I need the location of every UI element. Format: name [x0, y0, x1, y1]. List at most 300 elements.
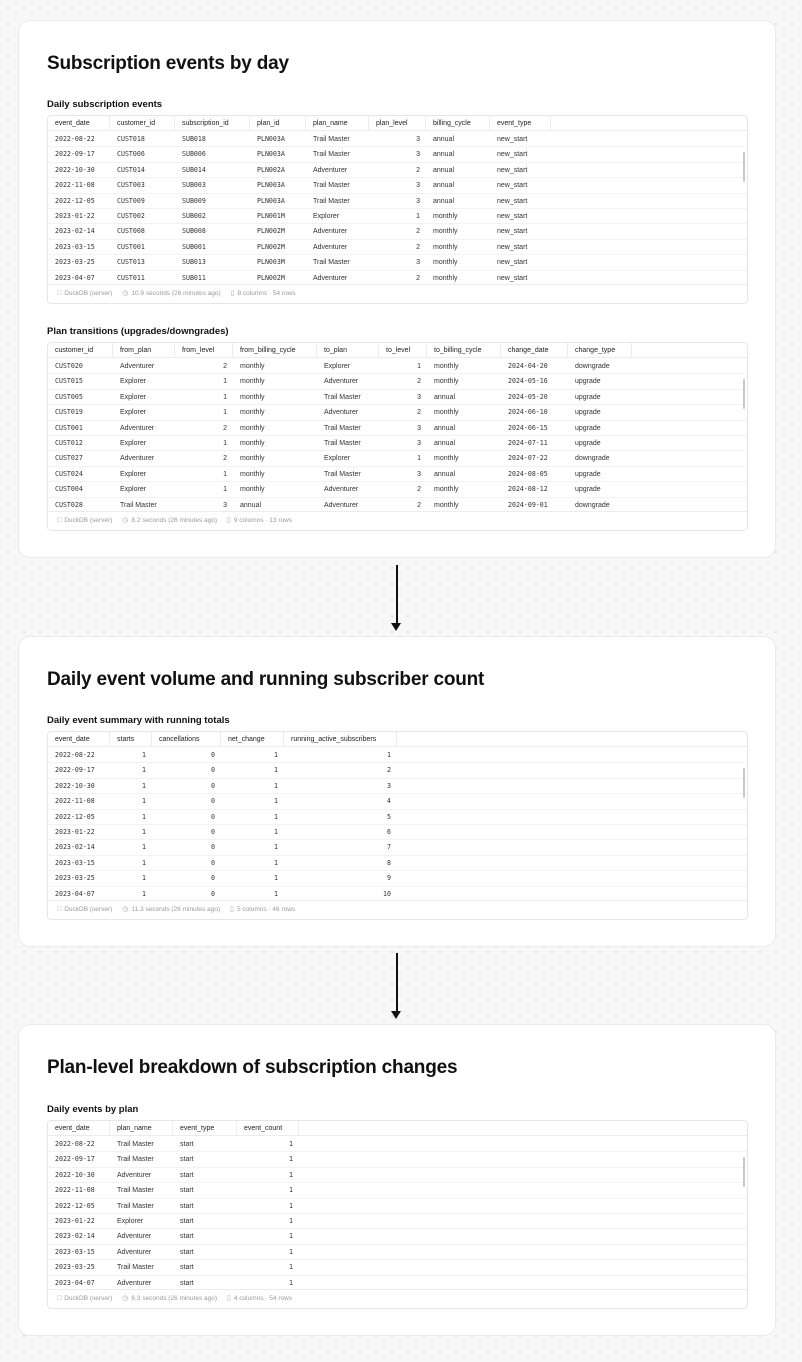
table-cell: Trail Master [117, 1264, 154, 1272]
table-cell: 5 [387, 812, 391, 821]
column-header[interactable]: customer_id [48, 343, 113, 358]
table-cell: 1 [142, 889, 146, 898]
data-table-plan-transitions[interactable] [47, 342, 748, 531]
table-cell: CUST006 [117, 150, 145, 159]
table-cell: Adventurer [324, 501, 359, 509]
table-cell: 1 [289, 1216, 293, 1225]
table-row[interactable] [48, 1199, 747, 1214]
table-cell: CUST001 [55, 423, 83, 432]
footer-shape-text: 9 columns · 13 rows [233, 517, 293, 524]
table-cell: monthly [240, 424, 265, 432]
table-cell: CUST001 [117, 242, 145, 251]
table-cell: monthly [433, 259, 458, 267]
table-cell: 2023-02-14 [55, 843, 95, 852]
table-cell: 2024-06-15 [508, 423, 548, 432]
table-cell: 1 [223, 378, 227, 386]
table-cell: 2022-08-22 [55, 135, 95, 143]
table-cell: 1 [289, 1186, 293, 1195]
column-header[interactable]: event_count [237, 1121, 299, 1136]
footer-shape [230, 901, 295, 919]
table-row[interactable] [48, 421, 747, 436]
table-row[interactable] [48, 224, 747, 239]
column-header[interactable]: to_level [379, 343, 427, 358]
table-cell: SUB018 [182, 135, 206, 143]
column-header[interactable]: event_type [173, 1121, 237, 1136]
column-header[interactable]: running_active_subscribers [284, 732, 397, 747]
table-cell: 1 [274, 858, 278, 867]
table-cell: Explorer [324, 363, 351, 370]
table-cell: 1 [223, 470, 227, 478]
footer-timing [122, 512, 217, 530]
column-header[interactable]: net_change [221, 732, 284, 747]
table-row[interactable] [48, 359, 747, 374]
table-row[interactable] [48, 825, 747, 840]
table-body [48, 132, 747, 286]
table-cell: 0 [211, 766, 215, 775]
table-row[interactable] [48, 748, 747, 763]
footer-source [57, 285, 112, 303]
table-cell: annual [434, 470, 456, 478]
table-cell: Explorer [120, 486, 147, 494]
table-cell: Adventurer [117, 1279, 152, 1287]
table-cell: 2023-01-22 [55, 827, 95, 836]
table-cell: monthly [240, 363, 265, 370]
column-header[interactable]: event_type [490, 116, 551, 131]
table-cell: 1 [417, 455, 421, 463]
table-cell: Explorer [313, 212, 340, 220]
table-cell: 0 [211, 889, 215, 898]
table-header-row [48, 1121, 747, 1136]
table-cell: monthly [240, 378, 265, 386]
table-cell: 0 [211, 781, 215, 790]
table-cell: 1 [223, 439, 227, 447]
table-cell: monthly [240, 486, 265, 494]
table-cell: upgrade [575, 378, 601, 386]
table-cell: Adventurer [324, 378, 359, 386]
table-cell: 2023-03-25 [55, 874, 95, 883]
table-cell: 1 [289, 1263, 293, 1272]
table-cell: PLN003A [257, 135, 285, 143]
footer-timing-text: 10.9 seconds (26 minutes ago) [131, 290, 221, 297]
table-row[interactable] [48, 1137, 747, 1152]
table-cell: new_start [497, 274, 528, 282]
table-cell: 1 [289, 1247, 293, 1256]
vertical-scrollbar[interactable] [743, 768, 745, 798]
column-header[interactable]: customer_id [110, 116, 175, 131]
table-cell: monthly [433, 243, 458, 251]
table-footer [48, 511, 747, 530]
table-cell: Explorer [120, 439, 147, 447]
table-row[interactable] [48, 436, 747, 451]
table-footer [48, 1289, 747, 1308]
table-cell: 1 [142, 797, 146, 806]
table-cell: SUB014 [182, 165, 206, 174]
table-cell: 2022-09-17 [55, 766, 95, 775]
table-cell: new_start [497, 166, 528, 174]
table-cell: downgrade [575, 363, 610, 370]
table-cell: Explorer [324, 455, 351, 463]
table-cell: 2 [223, 455, 227, 463]
table-row[interactable] [48, 1168, 747, 1183]
table-row[interactable] [48, 1229, 747, 1244]
column-header[interactable]: from_plan [113, 343, 175, 358]
table-row[interactable] [48, 763, 747, 778]
table-cell: 3 [416, 136, 420, 143]
footer-source-text: DuckDB (server) [64, 517, 113, 524]
table-cell: SUB013 [182, 258, 206, 267]
table-cell: upgrade [575, 393, 601, 401]
table-cell: 1 [274, 889, 278, 898]
table-cell: 1 [274, 874, 278, 883]
table-cell: 2 [417, 378, 421, 386]
table-cell: 1 [142, 751, 146, 759]
column-header[interactable]: change_type [568, 343, 632, 358]
table-cell: downgrade [575, 501, 610, 509]
table-cell: 2 [416, 166, 420, 174]
table-cell: Adventurer [313, 166, 348, 174]
footer-source-text: DuckDB (server) [64, 290, 113, 297]
table-cell: 1 [289, 1278, 293, 1287]
table-cell: 6 [387, 827, 391, 836]
footer-timing-text: 8.2 seconds (26 minutes ago) [131, 517, 218, 524]
database-icon: □ [57, 1295, 62, 1302]
column-header[interactable]: change_date [501, 343, 568, 358]
column-header[interactable]: from_level [175, 343, 233, 358]
database-icon: □ [57, 906, 62, 913]
table-footer [48, 900, 747, 919]
table-cell: 4 [387, 797, 391, 806]
column-header[interactable]: event_date [48, 732, 110, 747]
table-cell: Trail Master [324, 439, 361, 447]
table-cell: start [180, 1248, 194, 1256]
table-cell: 0 [211, 843, 215, 852]
table-cell: annual [434, 439, 456, 447]
table-cell: Trail Master [313, 182, 350, 190]
data-table-daily-event-summary[interactable] [47, 731, 748, 920]
footer-timing-text: 11.3 seconds (26 minutes ago) [131, 906, 221, 913]
table-cell: 3 [416, 197, 420, 205]
table-row[interactable] [48, 779, 747, 794]
table-row[interactable] [48, 856, 747, 871]
table-row[interactable] [48, 1245, 747, 1260]
table-cell: new_start [497, 197, 528, 205]
table-row[interactable] [48, 467, 747, 482]
table-cell: PLN002M [257, 242, 285, 251]
data-table-daily-events-by-plan[interactable] [47, 1120, 748, 1309]
table-cell: 2023-02-14 [55, 1232, 95, 1241]
table-cell: start [180, 1202, 194, 1210]
section-card-subscription-events [18, 20, 776, 558]
table-cell: Adventurer [313, 274, 348, 282]
table-cell: start [180, 1233, 194, 1241]
table-cell: SUB009 [182, 196, 206, 205]
table-cell: 2 [417, 409, 421, 417]
section-title: Plan-level breakdown of subscription changes [47, 1057, 458, 1078]
table-cell: 1 [142, 843, 146, 852]
column-header[interactable]: cancellations [152, 732, 221, 747]
table-row[interactable] [48, 405, 747, 420]
columns-icon: ▯ [230, 290, 235, 297]
table-cell: 1 [223, 393, 227, 401]
table-body [48, 748, 747, 902]
footer-shape-text: 4 columns · 54 rows [233, 1295, 293, 1302]
table-cell: PLN002M [257, 227, 285, 236]
table-cell: 2023-03-25 [55, 1263, 95, 1272]
table-cell: 10 [383, 889, 391, 898]
table-cell: monthly [240, 455, 265, 463]
footer-timing-text: 6.3 seconds (26 minutes ago) [131, 1295, 218, 1302]
table-cell: 1 [274, 812, 278, 821]
table-cell: 2022-08-22 [55, 751, 95, 759]
table-cell: new_start [497, 228, 528, 236]
data-table-daily-subscription-events[interactable] [47, 115, 748, 304]
footer-source [57, 512, 112, 530]
table-cell: Explorer [120, 393, 147, 401]
table-label: Plan transitions (upgrades/downgrades) [47, 326, 229, 337]
table-cell: 2023-03-15 [55, 1247, 95, 1256]
table-row[interactable] [48, 871, 747, 886]
table-cell: start [180, 1141, 194, 1148]
table-cell: Adventurer [117, 1171, 152, 1179]
table-cell: monthly [434, 409, 459, 417]
table-cell: 2022-11-08 [55, 1186, 95, 1195]
table-cell: 1 [142, 781, 146, 790]
table-cell: 0 [211, 858, 215, 867]
table-row[interactable] [48, 147, 747, 162]
table-cell: 3 [416, 151, 420, 159]
column-header[interactable]: to_plan [317, 343, 379, 358]
database-icon: □ [57, 290, 62, 297]
table-cell: 3 [387, 781, 391, 790]
table-cell: annual [240, 501, 262, 509]
table-cell: CUST027 [55, 454, 83, 463]
table-cell: Explorer [120, 409, 147, 417]
table-cell: monthly [240, 409, 265, 417]
clock-icon: ◷ [122, 906, 129, 913]
section-title: Subscription events by day [47, 53, 289, 74]
table-cell: downgrade [575, 455, 610, 463]
table-cell: 2022-12-05 [55, 812, 95, 821]
table-cell: CUST015 [55, 377, 83, 386]
footer-shape [227, 1290, 292, 1308]
footer-source-text: DuckDB (server) [64, 1295, 113, 1302]
table-cell: 2023-04-07 [55, 889, 95, 898]
table-row[interactable] [48, 209, 747, 224]
table-row[interactable] [48, 163, 747, 178]
table-cell: monthly [433, 274, 458, 282]
table-header-row [48, 343, 747, 358]
table-cell: monthly [433, 212, 458, 220]
table-cell: new_start [497, 212, 528, 220]
section-card-plan-level-breakdown [18, 1024, 776, 1336]
table-body [48, 359, 747, 513]
table-cell: 1 [289, 1140, 293, 1148]
table-cell: monthly [240, 393, 265, 401]
table-cell: PLN002A [257, 165, 285, 174]
table-cell: Trail Master [324, 424, 361, 432]
table-row[interactable] [48, 1260, 747, 1275]
table-cell: Explorer [120, 378, 147, 386]
table-cell: CUST024 [55, 469, 83, 478]
table-cell: CUST013 [117, 258, 145, 267]
table-cell: 2 [223, 424, 227, 432]
table-cell: 0 [211, 812, 215, 821]
table-cell: Trail Master [313, 151, 350, 159]
table-cell: Adventurer [313, 228, 348, 236]
table-label: Daily subscription events [47, 99, 163, 110]
column-header[interactable]: plan_name [110, 1121, 173, 1136]
flow-arrow-down-icon [390, 953, 404, 1020]
table-cell: 2 [416, 274, 420, 282]
table-row[interactable] [48, 451, 747, 466]
table-row[interactable] [48, 482, 747, 497]
table-row[interactable] [48, 240, 747, 255]
table-cell: 2022-10-30 [55, 165, 95, 174]
footer-timing [122, 901, 220, 919]
section-card-daily-event-volume [18, 636, 776, 947]
table-cell: annual [434, 393, 456, 401]
column-header[interactable]: subscription_id [175, 116, 250, 131]
table-cell: 1 [274, 751, 278, 759]
table-cell: 2 [416, 243, 420, 251]
table-cell: 2024-08-05 [508, 469, 548, 478]
table-row[interactable] [48, 1183, 747, 1198]
table-row[interactable] [48, 1214, 747, 1229]
column-header[interactable]: event_date [48, 116, 110, 131]
table-cell: 2024-04-20 [508, 362, 548, 370]
vertical-scrollbar[interactable] [743, 1157, 745, 1187]
table-cell: 2024-07-22 [508, 454, 548, 463]
table-cell: upgrade [575, 470, 601, 478]
table-cell: 2 [417, 486, 421, 494]
footer-shape-text: 8 columns · 54 rows [237, 290, 296, 297]
flow-arrow-down-icon [390, 565, 404, 632]
table-cell: monthly [434, 501, 459, 509]
table-cell: new_start [497, 182, 528, 190]
column-header[interactable]: plan_id [250, 116, 306, 131]
columns-icon: ▯ [227, 517, 231, 524]
table-cell: CUST005 [55, 392, 83, 401]
table-cell: 7 [387, 843, 391, 852]
table-cell: new_start [497, 259, 528, 267]
column-header[interactable]: from_billing_cycle [233, 343, 317, 358]
table-cell: new_start [497, 151, 528, 159]
column-header[interactable]: billing_cycle [426, 116, 490, 131]
table-cell: 0 [211, 827, 215, 836]
table-row[interactable] [48, 178, 747, 193]
table-cell: Trail Master [313, 259, 350, 267]
table-label: Daily events by plan [47, 1104, 139, 1115]
footer-shape [231, 285, 296, 303]
table-cell: 1 [142, 874, 146, 883]
vertical-scrollbar[interactable] [743, 379, 745, 409]
table-cell: Trail Master [324, 470, 361, 478]
table-cell: 1 [142, 766, 146, 775]
table-row[interactable] [48, 255, 747, 270]
table-cell: 2023-02-14 [55, 227, 95, 236]
table-cell: upgrade [575, 486, 601, 494]
table-cell: annual [434, 424, 456, 432]
table-cell: upgrade [575, 424, 601, 432]
table-cell: 2022-12-05 [55, 196, 95, 205]
table-cell: 2022-10-30 [55, 781, 95, 790]
table-cell: Adventurer [313, 243, 348, 251]
database-icon: □ [57, 517, 62, 524]
column-header[interactable]: to_billing_cycle [427, 343, 501, 358]
table-cell: 1 [223, 486, 227, 494]
table-cell: annual [433, 151, 455, 159]
table-cell: monthly [433, 228, 458, 236]
vertical-scrollbar[interactable] [743, 152, 745, 182]
column-header[interactable]: plan_name [306, 116, 369, 131]
table-cell: 3 [417, 424, 421, 432]
table-cell: upgrade [575, 409, 601, 417]
table-cell: annual [433, 197, 455, 205]
table-cell: CUST012 [55, 438, 83, 447]
table-row[interactable] [48, 132, 747, 147]
table-row[interactable] [48, 840, 747, 855]
table-cell: annual [433, 136, 455, 143]
table-cell: CUST019 [55, 408, 83, 417]
section-title: Daily event volume and running subscriber count [47, 669, 485, 690]
table-row[interactable] [48, 810, 747, 825]
table-cell: SUB002 [182, 211, 206, 220]
table-cell: 2024-08-12 [508, 485, 548, 494]
table-cell: 2023-01-22 [55, 1216, 95, 1225]
column-header[interactable]: plan_level [369, 116, 426, 131]
footer-timing [122, 1290, 217, 1308]
table-row[interactable] [48, 1152, 747, 1167]
table-row[interactable] [48, 794, 747, 809]
table-cell: Trail Master [117, 1187, 154, 1195]
table-cell: new_start [497, 243, 528, 251]
table-cell: 3 [416, 182, 420, 190]
table-cell: start [180, 1217, 194, 1225]
table-row[interactable] [48, 374, 747, 389]
table-cell: 0 [211, 797, 215, 806]
table-cell: PLN001M [257, 211, 285, 220]
table-cell: Trail Master [117, 1141, 154, 1148]
table-cell: 1 [289, 1232, 293, 1241]
footer-source [57, 901, 112, 919]
table-cell: start [180, 1187, 194, 1195]
table-cell: Adventurer [324, 409, 359, 417]
table-cell: 2024-05-20 [508, 392, 548, 401]
footer-timing [122, 285, 220, 303]
table-cell: 1 [289, 1170, 293, 1179]
table-cell: SUB006 [182, 150, 206, 159]
table-cell: monthly [434, 378, 459, 386]
table-cell: 9 [387, 874, 391, 883]
table-cell: Explorer [117, 1217, 144, 1225]
table-footer [48, 284, 747, 303]
table-cell: new_start [497, 136, 528, 143]
column-header[interactable]: event_date [48, 1121, 110, 1136]
footer-source-text: DuckDB (server) [64, 906, 113, 913]
table-row[interactable] [48, 390, 747, 405]
table-cell: 1 [142, 858, 146, 867]
column-header[interactable]: starts [110, 732, 152, 747]
table-cell: Adventurer [120, 363, 155, 370]
columns-icon: ▯ [230, 906, 235, 913]
table-cell: 3 [416, 259, 420, 267]
clock-icon: ◷ [122, 290, 129, 297]
table-cell: start [180, 1171, 194, 1179]
table-cell: CUST009 [117, 196, 145, 205]
table-cell: CUST004 [55, 485, 83, 494]
table-row[interactable] [48, 194, 747, 209]
table-cell: 1 [274, 781, 278, 790]
